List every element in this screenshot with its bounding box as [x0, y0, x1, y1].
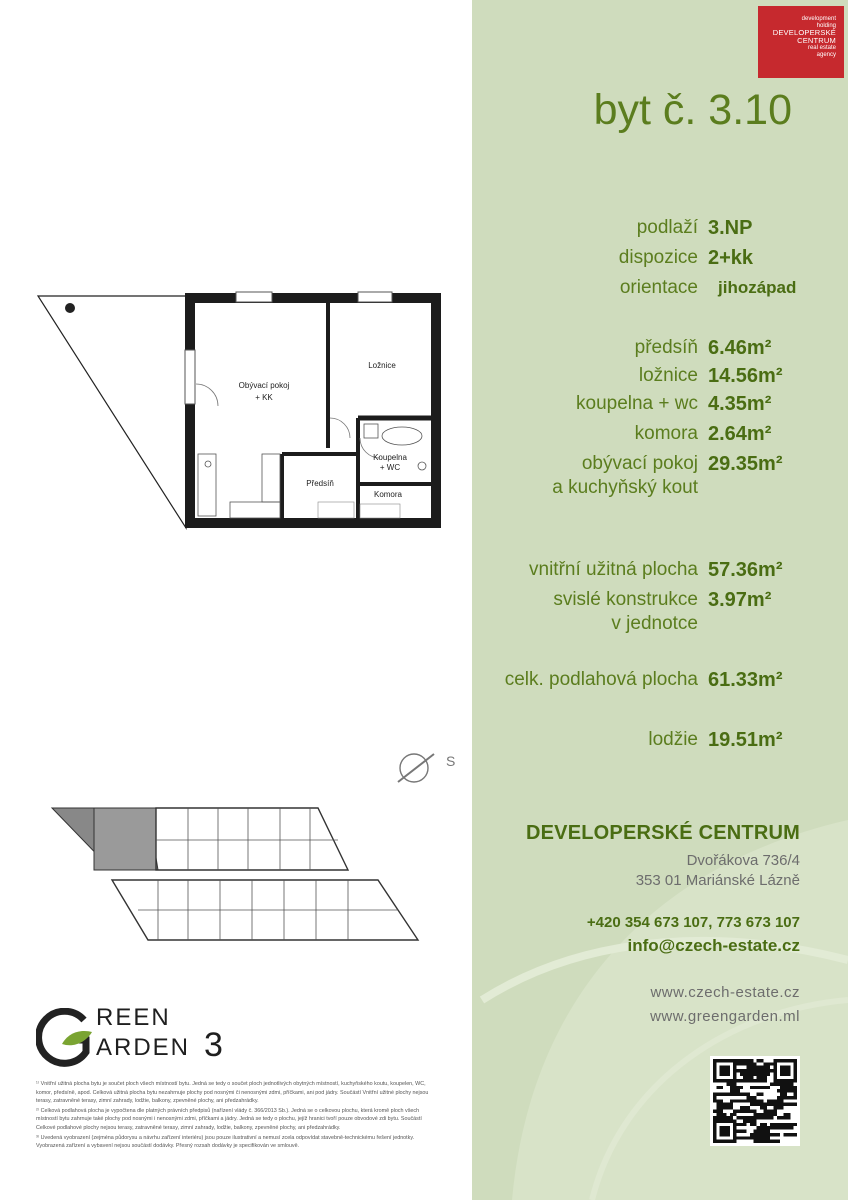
room-row [472, 336, 848, 364]
badge-line: development [801, 16, 836, 22]
company-web-link[interactable]: www.czech-estate.cz [650, 984, 800, 1001]
compass-icon [394, 746, 460, 786]
vertical-structures-label-2: v jednotce [611, 613, 698, 634]
window [236, 292, 272, 302]
kitchen-counter [230, 502, 280, 518]
room-row [472, 452, 848, 504]
developer-badge [758, 6, 844, 78]
room-label: komora [634, 423, 698, 444]
compass-letter: S [446, 753, 456, 769]
label-storage: Komora [373, 490, 403, 499]
room-row [472, 364, 848, 392]
vertical-structures-row [472, 588, 848, 640]
room-value: 14.56m² [708, 365, 783, 387]
layout-row [472, 246, 848, 274]
orientation-row [472, 276, 848, 304]
footnote: ¹⁾ Vnitřní užitná plocha bytu je součet ploch všech místností bytu. Jedná se tedy o součet ploch jednotlivých obytných místností, kuchyňského koutu, koupelen, WC, komor, předsíně, apod. Celková užitná plocha bytu nezahrnuje plochy pod nosnými či nenosnými zdmi, příčkami, ani pod jádry. Součástí Vnitřní užitné plochy nejsou terasy, zatravněné terasy, zimní zahrady, lodžie, balkony, zpevněné plochy, ani předzahrádky. [36, 1081, 429, 1105]
label-bathroom: Koupelna [373, 453, 407, 462]
logo-line-1: REEN [96, 1004, 171, 1031]
badge-line: holding [816, 22, 836, 29]
inner-area-label: vnitřní užitná plocha [529, 559, 698, 580]
company-street: Dvořákova 736/4 [686, 852, 800, 869]
vertical-structures-value: 3.97m² [708, 589, 772, 611]
room-value: 4.35m² [708, 393, 772, 415]
room-label: předsíň [634, 337, 698, 358]
window [185, 350, 195, 404]
info-panel [472, 0, 848, 1200]
room-label-2: a kuchyňský kout [552, 477, 698, 498]
room-label: obývací pokoj [581, 453, 698, 474]
company-email[interactable]: info@czech-estate.cz [627, 936, 800, 955]
room-row [472, 422, 848, 450]
room-value: 2.64m² [708, 423, 772, 445]
loggia-value: 19.51m² [708, 729, 783, 751]
orientation-label: orientace [619, 277, 698, 298]
project-web-link[interactable]: www.greengarden.ml [650, 1008, 800, 1025]
orientation-value: jihozápad [718, 278, 797, 297]
total-area-value: 61.33m² [708, 669, 783, 691]
toilet-icon [418, 462, 426, 470]
floor-value: 3.NP [708, 217, 753, 239]
apartment-title: byt č. 3.10 [593, 86, 792, 134]
window [358, 292, 392, 302]
label-living: Obývací pokoj [238, 381, 290, 390]
inner-area-row [472, 558, 848, 586]
inner-area-value: 57.36m² [708, 559, 783, 581]
footnote: ³⁾ Uvedená vyobrazení (zejména půdorysu a návrhu zařízení interiéru) jsou pouze ilustrativní a nemusí zcela odpovídat stavebně-technickému řešení jednotky. Vyobrazená zařízení a vybavení nejsou součástí dodávky. Přesný rozsah dodávky je specifikován ve smlouvě. [36, 1134, 415, 1150]
loggia-outline [38, 296, 186, 528]
footnote: ²⁾ Celková podlahová plocha je vypočtena dle platných právních předpisů (nařízení vlády č. 366/2013 Sb.). Jedná se o celkovou plochu, která kromě ploch všech místností bytu zahrnuje také plochy pod nosnými i nenosnými zdmi, příčkami a jádry. Jedná se tedy o plochu, jejíž hranici tvoří pouze obvodové zdi bytu. Součástí Celkové podlahové plochy nejsou terasy, zatravněné terasy, zimní zahrady, lodžie, balkony, zpevněné plochy, ani předzahrádky. [36, 1107, 422, 1131]
floor-plan [30, 288, 450, 548]
label-living-2: + KK [255, 393, 273, 402]
company-phone[interactable]: +420 354 673 107, 773 673 107 [586, 914, 800, 931]
badge-line: real estate [807, 45, 836, 51]
leaf-logo-icon [36, 1008, 96, 1068]
badge-line: CENTRUM [797, 36, 836, 45]
room-label: koupelna + wc [576, 393, 698, 414]
company-name: DEVELOPERSKÉ CENTRUM [525, 822, 800, 844]
loggia-label: lodžie [648, 729, 698, 750]
green-garden-logo [36, 1004, 236, 1070]
total-area-label: celk. podlahová plocha [504, 669, 698, 690]
kitchen-counter [198, 454, 216, 516]
layout-value: 2+kk [708, 247, 754, 269]
room-value: 29.35m² [708, 453, 783, 475]
qr-code-icon[interactable] [710, 1056, 800, 1146]
company-city: 353 01 Mariánské Lázně [635, 872, 800, 889]
room-row [472, 392, 848, 420]
layout-label: dispozice [618, 247, 698, 268]
logo-number: 3 [204, 1026, 223, 1064]
room-value: 6.46m² [708, 337, 772, 359]
room-label: ložnice [638, 365, 698, 386]
badge-line: agency [816, 51, 836, 58]
label-hall: Předsíň [306, 479, 334, 488]
loggia-row [472, 728, 848, 756]
floor-label: podlaží [636, 217, 698, 238]
total-area-row [472, 668, 848, 696]
drain-icon [65, 303, 75, 313]
footnotes [36, 1080, 440, 1152]
site-plan [48, 800, 426, 946]
floor-row [472, 216, 848, 244]
bathtub-icon [382, 427, 422, 445]
label-bathroom-2: + WC [379, 463, 401, 472]
vertical-structures-label: svislé konstrukce [553, 589, 698, 610]
badge-line: DEVELOPERSKÉ [772, 28, 836, 37]
logo-line-2: ARDEN [96, 1034, 191, 1061]
label-bedroom: Ložnice [368, 361, 396, 370]
